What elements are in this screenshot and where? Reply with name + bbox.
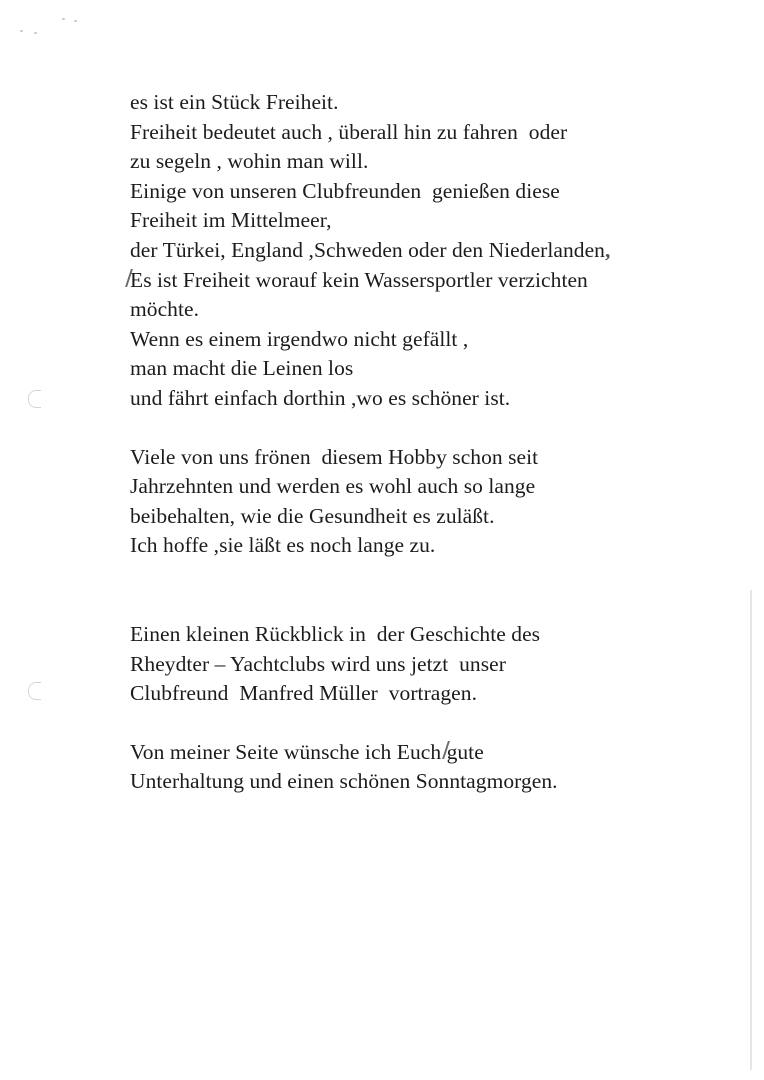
text-line: Wenn es einem irgendwo nicht gefällt , [130, 326, 469, 351]
text-segment: s ist Freiheit worauf kein Wassersportler verzichten [143, 267, 588, 292]
text-line: Viele von uns frönen diesem Hobby schon seit [130, 444, 539, 469]
text-line: Freiheit im Mittelmeer, [130, 208, 332, 233]
page-edge-line [750, 590, 752, 1070]
text-line: es ist ein Stück Freiheit. [130, 90, 339, 114]
handwritten-period: , [604, 237, 611, 262]
text-segment: Von meiner Seite wünsche ich Euch [130, 739, 447, 764]
scan-speck [74, 20, 77, 22]
scan-speck [34, 32, 37, 34]
text-line: möchte. [130, 297, 200, 322]
speech-text [130, 88, 730, 797]
scan-speck [20, 30, 23, 32]
text-line [130, 266, 730, 296]
text-line: Rheydter – Yachtclubs wird uns jetzt unser [130, 651, 506, 676]
text-segment: der Türkei, England ,Schweden oder den Niederlanden [130, 237, 605, 262]
text-line: man macht die Leinen los [130, 356, 354, 381]
punch-hole-mark [28, 682, 41, 700]
text-line: Einige von unseren Clubfreunden genießen diese [130, 178, 560, 203]
handwritten-correction: g [447, 738, 458, 768]
text-line: Unterhaltung und einen schönen Sonntagmorgen. [130, 769, 558, 794]
text-line: Freiheit bedeutet auch , überall hin zu fahren oder [130, 119, 568, 144]
handwritten-correction: E [130, 266, 143, 296]
text-line: zu segeln , wohin man will. [130, 149, 369, 174]
text-line: Einen kleinen Rückblick in der Geschichte des [130, 621, 541, 646]
punch-hole-mark [28, 390, 41, 408]
text-line: beibehalten, wie die Gesundheit es zuläßt. [130, 503, 495, 528]
text-line [130, 738, 730, 768]
text-segment: ute [457, 739, 484, 764]
text-line: und fährt einfach dorthin ,wo es schöner ist. [130, 385, 511, 410]
text-line: Ich hoffe ,sie läßt es noch lange zu. [130, 533, 436, 558]
text-line: Clubfreund Manfred Müller vortragen. [130, 681, 477, 706]
scan-speck [62, 18, 65, 20]
text-line: Jahrzehnten und werden es wohl auch so lange [130, 474, 536, 499]
text-line [130, 236, 730, 266]
